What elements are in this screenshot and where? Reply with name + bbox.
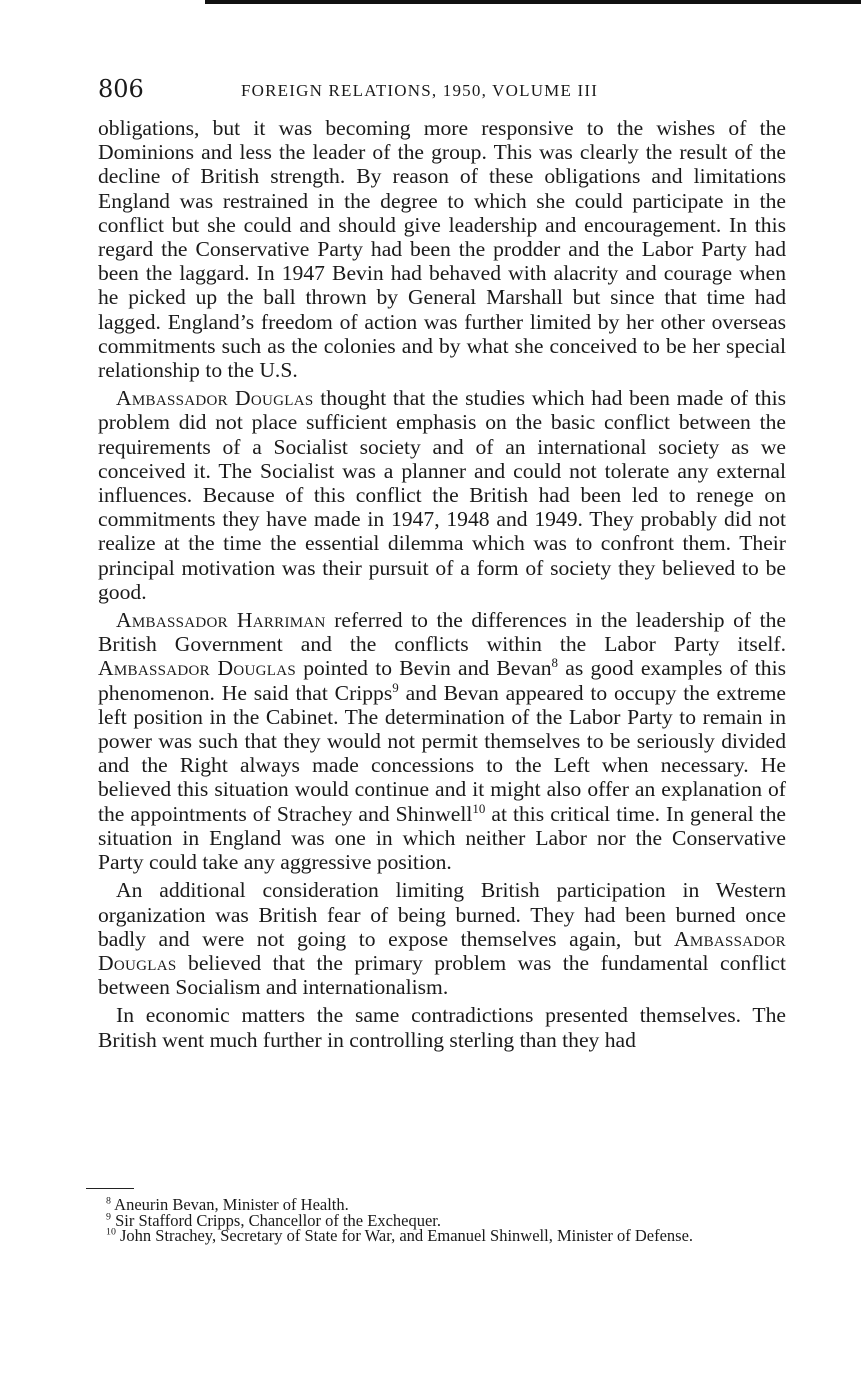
footnote-reference[interactable]: 9 bbox=[392, 679, 399, 695]
footnotes bbox=[86, 1197, 776, 1244]
paragraph-4 bbox=[98, 878, 786, 999]
page-number: 806 bbox=[98, 75, 144, 103]
footnote-mark: 9 bbox=[106, 1211, 111, 1223]
page-header bbox=[98, 72, 778, 106]
paragraph-text: pointed to Bevin and Bevan bbox=[296, 656, 552, 681]
footnote-10 bbox=[86, 1228, 776, 1244]
footnote-mark: 8 bbox=[106, 1195, 111, 1207]
paragraph-text: and Bevan appeared to occupy the extreme left position in the Cabinet. The determination of the Labor Party to remain in power was such that they would not permit themselves to be seriously divided and the Right always made concessions to the Left when necessary. He believed this situation would continue and it might also offer an explanation of the appointments of Strachey and Shinwell bbox=[98, 680, 787, 826]
speaker-name: Ambassador Douglas bbox=[116, 386, 314, 411]
paragraph-text: at this critical time. In general the situation in England was one in which neither Labor nor the Conservative Party could take any aggressive position. bbox=[98, 801, 787, 875]
footnote-text: Aneurin Bevan, Minister of Health. bbox=[110, 1195, 349, 1214]
paragraph-text: An additional consideration limiting British participation in Western organization was British fear of being burned. They had been burned once badly and were not going to expose themselves again, but bbox=[98, 878, 786, 951]
footnote-text: John Strachey, Secretary of State for War, and Emanuel Shinwell, Minister of Defense. bbox=[115, 1226, 694, 1246]
page-body bbox=[98, 116, 786, 1056]
footnote-text: Sir Stafford Cripps, Chancellor of the Exchequer. bbox=[110, 1210, 442, 1230]
speaker-name: Ambassador Douglas bbox=[98, 656, 296, 681]
paragraph-5: In economic matters the same contradictions presented themselves. The British went much further in controlling sterling than they had bbox=[98, 1003, 786, 1052]
speaker-name: Ambassador Harriman bbox=[116, 608, 326, 633]
speaker-name: Ambassador Douglas bbox=[98, 926, 786, 975]
paragraph-3 bbox=[98, 608, 786, 874]
paragraph-text: believed that the primary problem was the fundamental conflict between Socialism and internationalism. bbox=[98, 950, 786, 1000]
footnote-divider bbox=[86, 1188, 134, 1189]
paragraph-1: obligations, but it was becoming more responsive to the wishes of the Dominions and less the leader of the group. This was clearly the result of the decline of British strength. By reason of these obligations and limitations England was restrained in the degree to which she could participate in the conflict but she could and should give leadership and encouragement. In this regard the Conservative Party had been the prodder and the Labor Party had been the laggard. In 1947 Bevin had behaved with alacrity and courage when he picked up the ball thrown by General Marshall but since that time had lagged. England’s freedom of action was further limited by her other overseas commitments such as the colonies and by what she conceived to be her special relationship to the U.S. bbox=[98, 116, 786, 383]
paragraph-text: as good examples of this phenomenon. He said that Cripps bbox=[98, 656, 786, 705]
footnote-reference[interactable]: 10 bbox=[472, 800, 486, 816]
footnote-reference[interactable]: 8 bbox=[551, 655, 559, 671]
footnote-mark: 10 bbox=[106, 1226, 116, 1238]
running-head: FOREIGN RELATIONS, 1950, VOLUME III bbox=[241, 81, 599, 100]
paragraph-text: thought that the studies which had been made of this problem did not place sufficient emphasis on the basic conflict between the requirements of a Socialist society and of an international society as we conceived it. The Socialist was a planner and could not tolerate any external influences. Because of this conflict the British had been led to renege on commitments they have made in 1947, 1948 and 1949. They probably did not realize at the time the essential dilemma which was to confront them. Their principal motivation was their pursuit of a form of society they believed to be good. bbox=[98, 386, 786, 604]
top-rule bbox=[205, 0, 861, 4]
paragraph-2 bbox=[98, 386, 786, 604]
paragraph-text: referred to the differences in the leadership of the British Government and the conflicts within the Labor Party itself. bbox=[98, 608, 786, 657]
